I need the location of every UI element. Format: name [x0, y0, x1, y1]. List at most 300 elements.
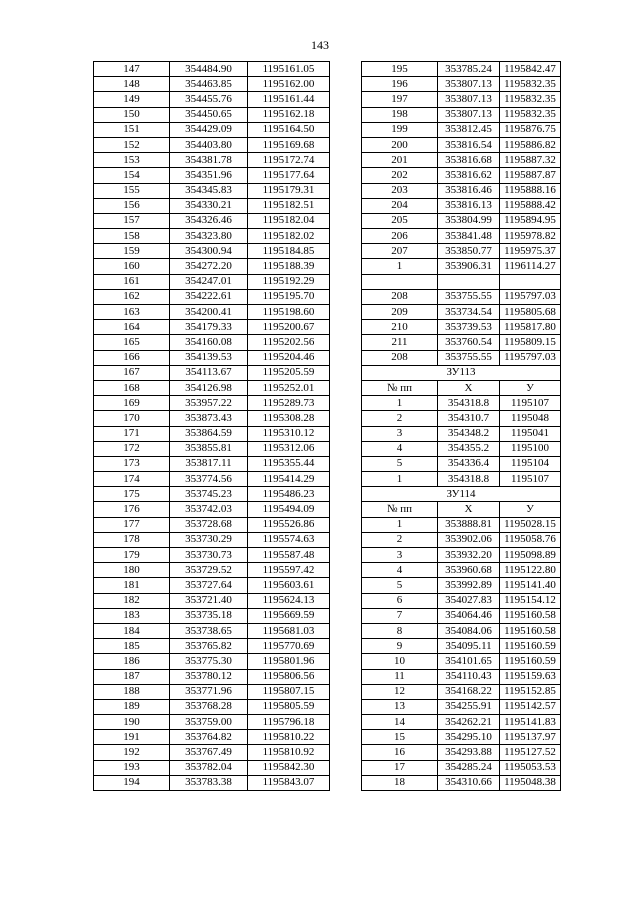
x-coordinate-cell: 353745.23: [170, 487, 248, 502]
table-row: [94, 775, 330, 790]
point-number-cell: 199: [362, 122, 438, 137]
table-row: [94, 198, 330, 213]
y-coordinate-cell: 1195182.02: [248, 229, 330, 244]
x-coordinate-cell: 353932.20: [438, 548, 500, 563]
table-row: [362, 305, 561, 320]
coordinates-table-left: [93, 61, 330, 791]
y-coordinate-cell: 1195801.96: [248, 654, 330, 669]
table-row: [362, 183, 561, 198]
table-row: [362, 396, 561, 411]
x-coordinate-cell: 353957.22: [170, 396, 248, 411]
point-number-cell: 3: [362, 426, 438, 441]
x-coordinate-cell: 354262.21: [438, 715, 500, 730]
table-row: [362, 745, 561, 760]
y-coordinate-cell: 1195805.59: [248, 699, 330, 714]
table-row: [94, 669, 330, 684]
table-row: [94, 548, 330, 563]
x-coordinate-cell: 354113.67: [170, 365, 248, 380]
x-coordinate-cell: 354336.4: [438, 456, 500, 471]
x-coordinate-cell: 354326.46: [170, 213, 248, 228]
table-row: [362, 669, 561, 684]
y-coordinate-cell: 1195842.30: [248, 760, 330, 775]
table-row: [362, 517, 561, 532]
x-coordinate-cell: 354126.98: [170, 380, 248, 395]
x-coordinate-cell: 354351.96: [170, 168, 248, 183]
x-coordinate-cell: 354429.09: [170, 122, 248, 137]
point-number-cell: 183: [94, 608, 170, 623]
table-row: [362, 77, 561, 92]
point-number-cell: 4: [362, 563, 438, 578]
table-row: [94, 92, 330, 107]
table-row: [94, 730, 330, 745]
point-number-cell: 17: [362, 760, 438, 775]
table-row: [94, 456, 330, 471]
x-coordinate-cell: 353765.82: [170, 639, 248, 654]
y-coordinate-cell: 1195978.82: [500, 229, 561, 244]
point-number-cell: 156: [94, 198, 170, 213]
table-row: [94, 350, 330, 365]
point-number-cell: 189: [94, 699, 170, 714]
table-row: [362, 608, 561, 623]
x-coordinate-cell: 354455.76: [170, 92, 248, 107]
x-coordinate-cell: 354355.2: [438, 441, 500, 456]
point-number-cell: 185: [94, 639, 170, 654]
x-coordinate-cell: 354168.22: [438, 684, 500, 699]
point-number-cell: 197: [362, 92, 438, 107]
point-number-cell: 200: [362, 137, 438, 152]
y-coordinate-cell: 1195832.35: [500, 92, 561, 107]
point-number-cell: 9: [362, 639, 438, 654]
table-row: [94, 684, 330, 699]
x-coordinate-cell: 353960.68: [438, 563, 500, 578]
table-row: [94, 745, 330, 760]
y-coordinate-cell: 1195182.04: [248, 213, 330, 228]
x-coordinate-cell: 353764.82: [170, 730, 248, 745]
table-row: [362, 563, 561, 578]
x-coordinate-cell: 353738.65: [170, 623, 248, 638]
x-coordinate-cell: 354139.53: [170, 350, 248, 365]
point-number-cell: 208: [362, 289, 438, 304]
y-coordinate-cell: 1195797.03: [500, 350, 561, 365]
x-coordinate-cell: 353812.45: [438, 122, 500, 137]
x-coordinate-cell: 353768.28: [170, 699, 248, 714]
section-title: ЗУ114: [362, 487, 561, 502]
table-row: [94, 517, 330, 532]
x-coordinate-cell: 353760.54: [438, 335, 500, 350]
x-coordinate-cell: 354285.24: [438, 760, 500, 775]
point-number-cell: 192: [94, 745, 170, 760]
x-coordinate-cell: 353841.48: [438, 229, 500, 244]
table-row: [362, 472, 561, 487]
point-number-cell: 170: [94, 411, 170, 426]
x-coordinate-cell: 353721.40: [170, 593, 248, 608]
point-number-cell: 151: [94, 122, 170, 137]
point-number-cell: 159: [94, 244, 170, 259]
y-coordinate-cell: 1195312.06: [248, 441, 330, 456]
table-row: [362, 107, 561, 122]
table-row: [94, 244, 330, 259]
point-number-cell: 181: [94, 578, 170, 593]
y-coordinate-cell: 1195807.15: [248, 684, 330, 699]
table-row: [362, 593, 561, 608]
point-number-cell: 169: [94, 396, 170, 411]
x-coordinate-cell: 354084.06: [438, 623, 500, 638]
x-coordinate-cell: [438, 274, 500, 289]
table-row: [362, 198, 561, 213]
point-number-cell: 12: [362, 684, 438, 699]
table-row: [362, 335, 561, 350]
table-row: [94, 699, 330, 714]
y-coordinate-cell: 1195526.86: [248, 517, 330, 532]
table-row: [362, 274, 561, 289]
y-coordinate-cell: 1195048: [500, 411, 561, 426]
x-coordinate-cell: 354450.65: [170, 107, 248, 122]
table-row: [362, 654, 561, 669]
point-number-cell: 13: [362, 699, 438, 714]
x-coordinate-cell: 354110.43: [438, 669, 500, 684]
table-row: [362, 153, 561, 168]
y-coordinate-cell: 1195624.13: [248, 593, 330, 608]
column-header: У: [500, 502, 561, 517]
point-number-cell: 177: [94, 517, 170, 532]
x-coordinate-cell: 353817.11: [170, 456, 248, 471]
point-number-cell: 158: [94, 229, 170, 244]
y-coordinate-cell: 1195805.68: [500, 305, 561, 320]
y-coordinate-cell: 1195192.29: [248, 274, 330, 289]
x-coordinate-cell: 354318.8: [438, 396, 500, 411]
x-coordinate-cell: 354200.41: [170, 305, 248, 320]
y-coordinate-cell: 1195160.58: [500, 623, 561, 638]
table-row: [94, 426, 330, 441]
x-coordinate-cell: 353730.29: [170, 532, 248, 547]
table-row: [94, 107, 330, 122]
table-row: [94, 760, 330, 775]
table-row: [94, 305, 330, 320]
x-coordinate-cell: 353742.03: [170, 502, 248, 517]
table-row: [94, 77, 330, 92]
point-number-cell: 16: [362, 745, 438, 760]
point-number-cell: 171: [94, 426, 170, 441]
table-row: [362, 122, 561, 137]
table-row: [94, 62, 330, 77]
table-row: [94, 259, 330, 274]
point-number-cell: 168: [94, 380, 170, 395]
x-coordinate-cell: 354160.08: [170, 335, 248, 350]
point-number-cell: 11: [362, 669, 438, 684]
point-number-cell: 195: [362, 62, 438, 77]
point-number-cell: [362, 274, 438, 289]
point-number-cell: 162: [94, 289, 170, 304]
x-coordinate-cell: 353771.96: [170, 684, 248, 699]
point-number-cell: 179: [94, 548, 170, 563]
x-coordinate-cell: 353783.38: [170, 775, 248, 790]
table-row: [94, 639, 330, 654]
x-coordinate-cell: 354101.65: [438, 654, 500, 669]
y-coordinate-cell: 1195289.73: [248, 396, 330, 411]
x-coordinate-cell: 354295.10: [438, 730, 500, 745]
point-number-cell: 152: [94, 137, 170, 152]
point-number-cell: 6: [362, 593, 438, 608]
y-coordinate-cell: [500, 274, 561, 289]
x-coordinate-cell: 353728.68: [170, 517, 248, 532]
x-coordinate-cell: 353804.99: [438, 213, 500, 228]
point-number-cell: 3: [362, 548, 438, 563]
y-coordinate-cell: 1195127.52: [500, 745, 561, 760]
x-coordinate-cell: 353807.13: [438, 77, 500, 92]
table-row: [362, 456, 561, 471]
y-coordinate-cell: 1195162.00: [248, 77, 330, 92]
point-number-cell: 8: [362, 623, 438, 638]
point-number-cell: 175: [94, 487, 170, 502]
point-number-cell: 191: [94, 730, 170, 745]
table-row: [94, 593, 330, 608]
point-number-cell: 196: [362, 77, 438, 92]
x-coordinate-cell: 353992.89: [438, 578, 500, 593]
x-coordinate-cell: 354222.61: [170, 289, 248, 304]
column-header: № пп: [362, 502, 438, 517]
table-row: [94, 502, 330, 517]
section-header-row: [362, 487, 561, 502]
x-coordinate-cell: 354323.80: [170, 229, 248, 244]
x-coordinate-cell: 353774.56: [170, 472, 248, 487]
y-coordinate-cell: 1195164.50: [248, 122, 330, 137]
table-row: [94, 623, 330, 638]
table-row: [94, 578, 330, 593]
table-row: [94, 365, 330, 380]
table-row: [94, 532, 330, 547]
y-coordinate-cell: 1195184.85: [248, 244, 330, 259]
point-number-cell: 164: [94, 320, 170, 335]
column-header: У: [500, 380, 561, 395]
point-number-cell: 186: [94, 654, 170, 669]
column-header: X: [438, 502, 500, 517]
table-row: [362, 289, 561, 304]
table-row: [362, 259, 561, 274]
point-number-cell: 184: [94, 623, 170, 638]
x-coordinate-cell: 353755.55: [438, 350, 500, 365]
x-coordinate-cell: 354300.94: [170, 244, 248, 259]
x-coordinate-cell: 353730.73: [170, 548, 248, 563]
point-number-cell: 207: [362, 244, 438, 259]
table-row: [94, 229, 330, 244]
x-coordinate-cell: 354247.01: [170, 274, 248, 289]
table-row: [94, 137, 330, 152]
table-row: [362, 639, 561, 654]
point-number-cell: 165: [94, 335, 170, 350]
x-coordinate-cell: 353807.13: [438, 92, 500, 107]
y-coordinate-cell: 1195161.44: [248, 92, 330, 107]
y-coordinate-cell: 1195832.35: [500, 107, 561, 122]
x-coordinate-cell: 354330.21: [170, 198, 248, 213]
table-row: [94, 487, 330, 502]
table-row: [362, 426, 561, 441]
x-coordinate-cell: 354348.2: [438, 426, 500, 441]
point-number-cell: 7: [362, 608, 438, 623]
x-coordinate-cell: 353755.55: [438, 289, 500, 304]
y-coordinate-cell: 1195142.57: [500, 699, 561, 714]
x-coordinate-cell: 353727.64: [170, 578, 248, 593]
table-row: [94, 380, 330, 395]
table-row: [362, 760, 561, 775]
x-coordinate-cell: 354318.8: [438, 472, 500, 487]
y-coordinate-cell: 1195141.83: [500, 715, 561, 730]
y-coordinate-cell: 1195887.87: [500, 168, 561, 183]
table-row: [94, 213, 330, 228]
table-row: [362, 548, 561, 563]
y-coordinate-cell: 1195182.51: [248, 198, 330, 213]
point-number-cell: 15: [362, 730, 438, 745]
x-coordinate-cell: 354345.83: [170, 183, 248, 198]
y-coordinate-cell: 1195160.58: [500, 608, 561, 623]
y-coordinate-cell: 1195494.09: [248, 502, 330, 517]
column-header-row: [362, 380, 561, 395]
y-coordinate-cell: 1195104: [500, 456, 561, 471]
table-row: [362, 137, 561, 152]
y-coordinate-cell: 1195876.75: [500, 122, 561, 137]
point-number-cell: 210: [362, 320, 438, 335]
x-coordinate-cell: 353816.68: [438, 153, 500, 168]
point-number-cell: 1: [362, 517, 438, 532]
x-coordinate-cell: 353735.18: [170, 608, 248, 623]
y-coordinate-cell: 1196114.27: [500, 259, 561, 274]
y-coordinate-cell: 1195894.95: [500, 213, 561, 228]
y-coordinate-cell: 1195160.59: [500, 654, 561, 669]
point-number-cell: 206: [362, 229, 438, 244]
y-coordinate-cell: 1195107: [500, 472, 561, 487]
point-number-cell: 176: [94, 502, 170, 517]
x-coordinate-cell: 353775.30: [170, 654, 248, 669]
y-coordinate-cell: 1195806.56: [248, 669, 330, 684]
x-coordinate-cell: 354484.90: [170, 62, 248, 77]
y-coordinate-cell: 1195252.01: [248, 380, 330, 395]
table-row: [362, 229, 561, 244]
x-coordinate-cell: 354255.91: [438, 699, 500, 714]
table-row: [362, 775, 561, 790]
point-number-cell: 155: [94, 183, 170, 198]
y-coordinate-cell: 1195797.03: [500, 289, 561, 304]
y-coordinate-cell: 1195308.28: [248, 411, 330, 426]
point-number-cell: 204: [362, 198, 438, 213]
y-coordinate-cell: 1195669.59: [248, 608, 330, 623]
x-coordinate-cell: 353864.59: [170, 426, 248, 441]
y-coordinate-cell: 1195486.23: [248, 487, 330, 502]
point-number-cell: 10: [362, 654, 438, 669]
x-coordinate-cell: 353807.13: [438, 107, 500, 122]
point-number-cell: 178: [94, 532, 170, 547]
x-coordinate-cell: 353739.53: [438, 320, 500, 335]
y-coordinate-cell: 1195200.67: [248, 320, 330, 335]
y-coordinate-cell: 1195162.18: [248, 107, 330, 122]
table-row: [362, 715, 561, 730]
x-coordinate-cell: 354293.88: [438, 745, 500, 760]
y-coordinate-cell: 1195888.16: [500, 183, 561, 198]
table-row: [94, 153, 330, 168]
y-coordinate-cell: 1195603.61: [248, 578, 330, 593]
point-number-cell: 173: [94, 456, 170, 471]
y-coordinate-cell: 1195154.12: [500, 593, 561, 608]
point-number-cell: 154: [94, 168, 170, 183]
point-number-cell: 160: [94, 259, 170, 274]
point-number-cell: 167: [94, 365, 170, 380]
point-number-cell: 180: [94, 563, 170, 578]
point-number-cell: 193: [94, 760, 170, 775]
y-coordinate-cell: 1195975.37: [500, 244, 561, 259]
y-coordinate-cell: 1195137.97: [500, 730, 561, 745]
x-coordinate-cell: 354272.20: [170, 259, 248, 274]
y-coordinate-cell: 1195177.64: [248, 168, 330, 183]
table-row: [94, 168, 330, 183]
table-row: [362, 532, 561, 547]
y-coordinate-cell: 1195198.60: [248, 305, 330, 320]
point-number-cell: 153: [94, 153, 170, 168]
table-row: [362, 411, 561, 426]
table-row: [94, 563, 330, 578]
point-number-cell: 172: [94, 441, 170, 456]
y-coordinate-cell: 1195100: [500, 441, 561, 456]
y-coordinate-cell: 1195886.82: [500, 137, 561, 152]
y-coordinate-cell: 1195188.39: [248, 259, 330, 274]
point-number-cell: 157: [94, 213, 170, 228]
point-number-cell: 205: [362, 213, 438, 228]
x-coordinate-cell: 353780.12: [170, 669, 248, 684]
point-number-cell: 188: [94, 684, 170, 699]
x-coordinate-cell: 353816.13: [438, 198, 500, 213]
point-number-cell: 18: [362, 775, 438, 790]
table-row: [94, 122, 330, 137]
point-number-cell: 187: [94, 669, 170, 684]
point-number-cell: 14: [362, 715, 438, 730]
x-coordinate-cell: 353816.46: [438, 183, 500, 198]
y-coordinate-cell: 1195809.15: [500, 335, 561, 350]
y-coordinate-cell: 1195587.48: [248, 548, 330, 563]
point-number-cell: 202: [362, 168, 438, 183]
x-coordinate-cell: 353888.81: [438, 517, 500, 532]
table-row: [362, 244, 561, 259]
y-coordinate-cell: 1195098.89: [500, 548, 561, 563]
page-number: 143: [311, 38, 329, 52]
table-row: [362, 623, 561, 638]
y-coordinate-cell: 1195597.42: [248, 563, 330, 578]
y-coordinate-cell: 1195205.59: [248, 365, 330, 380]
point-number-cell: 2: [362, 411, 438, 426]
table-row: [94, 715, 330, 730]
table-row: [362, 684, 561, 699]
x-coordinate-cell: 353729.52: [170, 563, 248, 578]
table-row: [94, 289, 330, 304]
x-coordinate-cell: 354095.11: [438, 639, 500, 654]
point-number-cell: 1: [362, 396, 438, 411]
table-row: [94, 608, 330, 623]
x-coordinate-cell: 353816.54: [438, 137, 500, 152]
y-coordinate-cell: 1195179.31: [248, 183, 330, 198]
y-coordinate-cell: 1195041: [500, 426, 561, 441]
y-coordinate-cell: 1195832.35: [500, 77, 561, 92]
y-coordinate-cell: 1195195.70: [248, 289, 330, 304]
y-coordinate-cell: 1195796.18: [248, 715, 330, 730]
y-coordinate-cell: 1195310.12: [248, 426, 330, 441]
table-row: [362, 350, 561, 365]
x-coordinate-cell: 354403.80: [170, 137, 248, 152]
y-coordinate-cell: 1195028.15: [500, 517, 561, 532]
y-coordinate-cell: 1195770.69: [248, 639, 330, 654]
y-coordinate-cell: 1195058.76: [500, 532, 561, 547]
x-coordinate-cell: 354027.83: [438, 593, 500, 608]
point-number-cell: 2: [362, 532, 438, 547]
y-coordinate-cell: 1195141.40: [500, 578, 561, 593]
point-number-cell: 208: [362, 350, 438, 365]
x-coordinate-cell: 354310.7: [438, 411, 500, 426]
x-coordinate-cell: 353850.77: [438, 244, 500, 259]
